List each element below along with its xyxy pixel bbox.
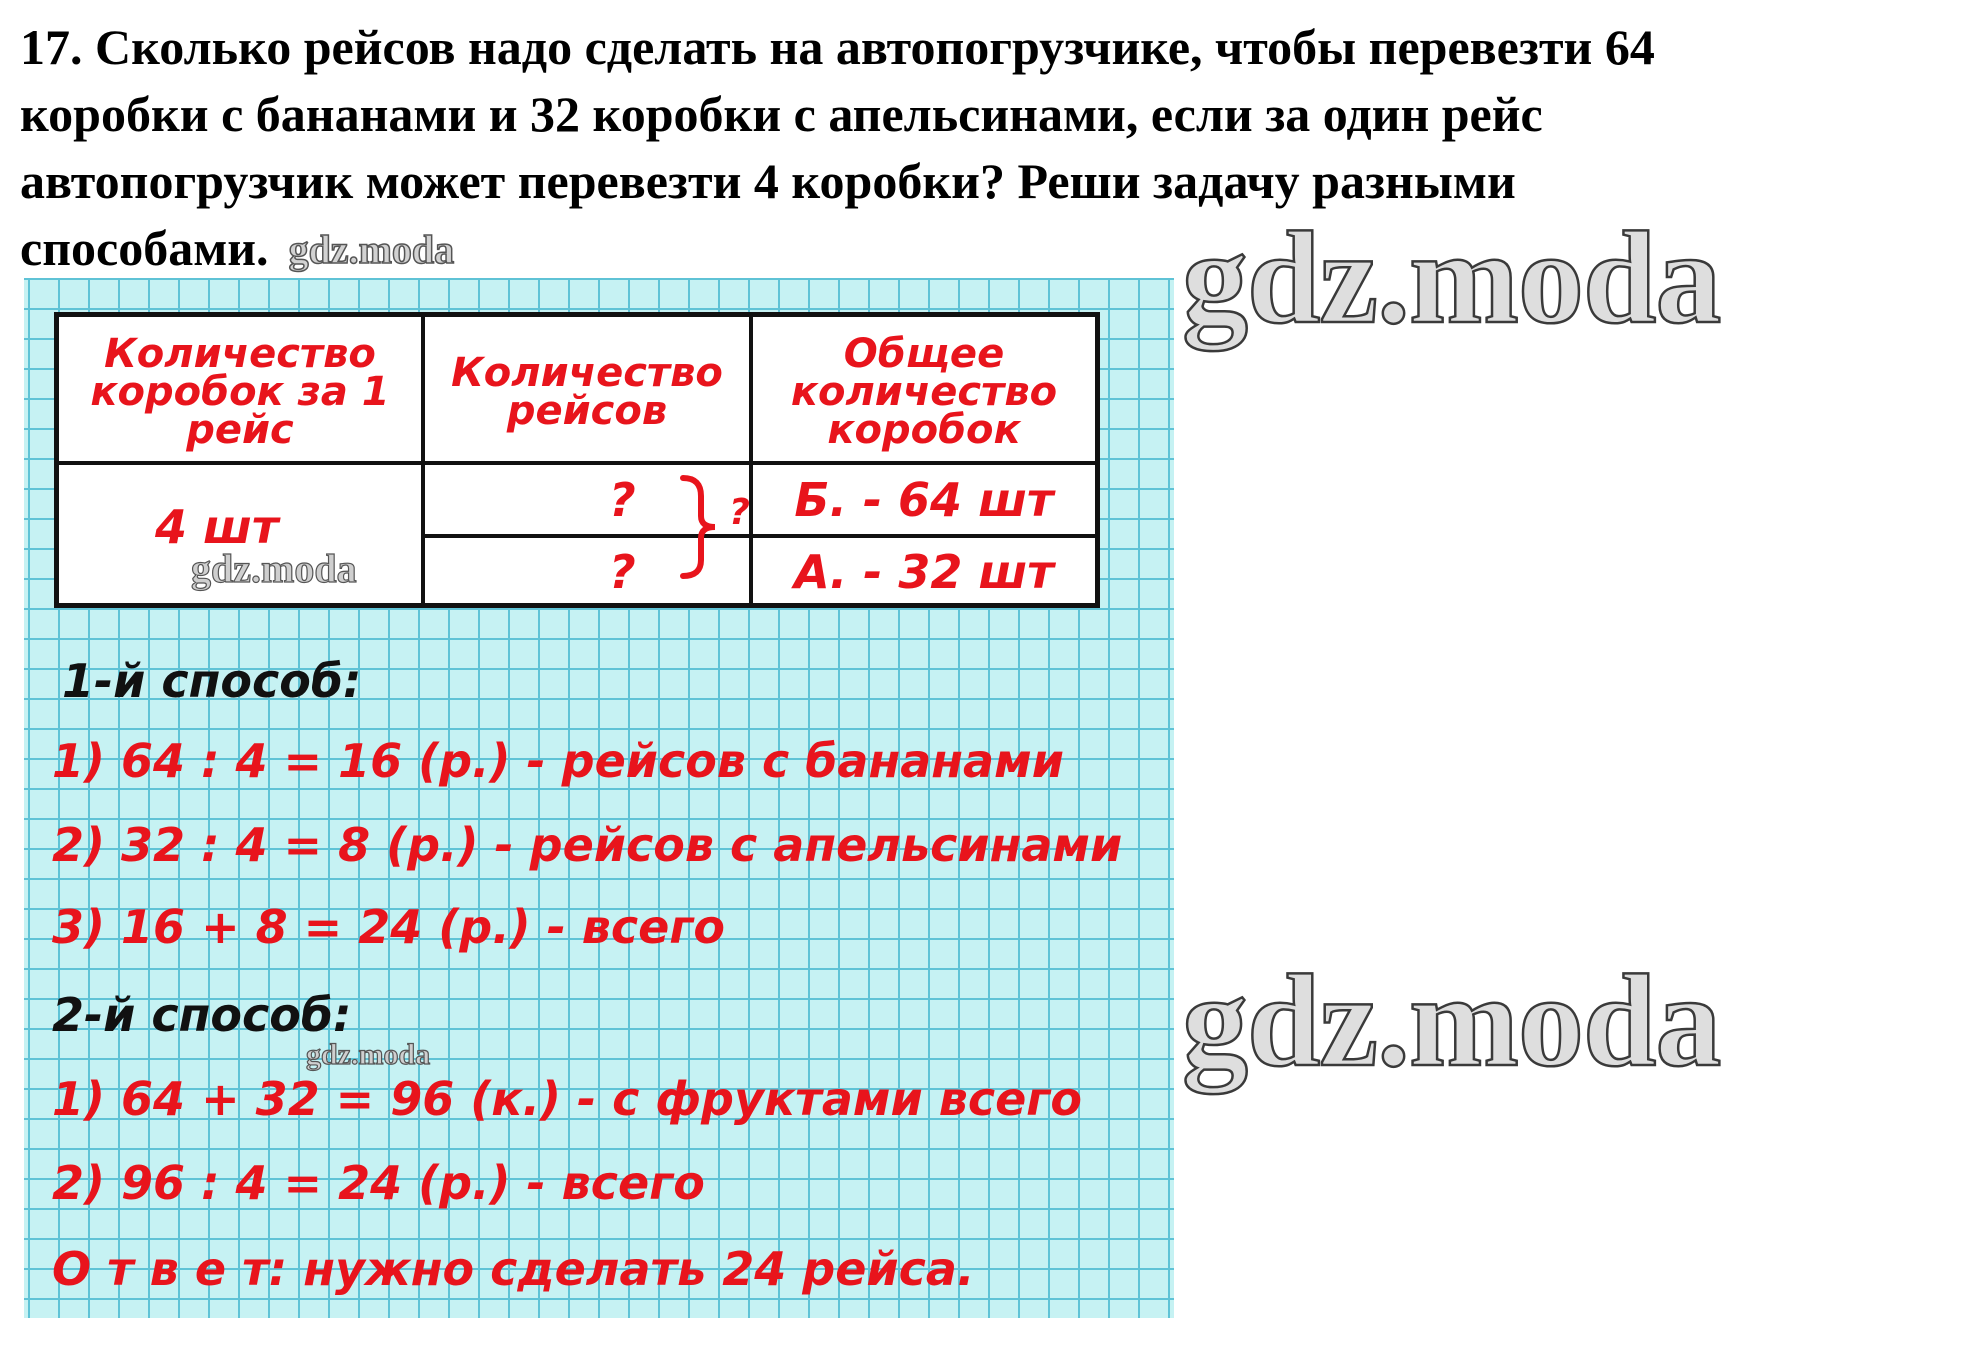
cell-total-oranges: А. - 32 шт — [794, 545, 1054, 599]
method1-title: 1-й способ: — [62, 654, 362, 708]
method1-step-1: 1) 64 : 4 = 16 (р.) - рейсов с бананами — [52, 734, 1064, 788]
method1-step-2: 2) 32 : 4 = 8 (р.) - рейсов с апельсинами — [52, 818, 1123, 872]
curly-brace-icon — [675, 472, 727, 582]
cell-per-trip: 4 шт — [155, 500, 279, 554]
brace-question: ? — [729, 492, 750, 533]
method1-step-3: 3) 16 + 8 = 24 (р.) - всего — [52, 900, 726, 954]
problem-line-3: автопогрузчик может перевезти 4 коробки? Реши задачу разными — [20, 153, 1516, 209]
task-table — [54, 312, 1100, 608]
problem-line-2: коробки с бананами и 32 коробки с апельсинами, если за один рейс — [20, 86, 1543, 142]
method2-step-2: 2) 96 : 4 = 24 (р.) - всего — [52, 1156, 705, 1210]
header-total: Общее количество коробок — [790, 331, 1058, 453]
watermark-table: gdz.moda — [191, 546, 357, 591]
watermark-mid: gdz.moda — [306, 1038, 431, 1071]
method2-title: 2-й способ: — [52, 988, 352, 1042]
table-divider — [421, 534, 1095, 538]
cell-trips-oranges: ? — [609, 545, 636, 599]
cell-total-bananas: Б. - 64 шт — [794, 473, 1054, 527]
watermark-inline: gdz.moda — [288, 227, 455, 272]
cell-trips-bananas: ? — [609, 473, 636, 527]
watermark-large-top: gdz.moda — [1182, 204, 1721, 351]
watermark-large-bottom: gdz.moda — [1182, 947, 1721, 1094]
problem-line-1: 17. Сколько рейсов надо сделать на автопогрузчике, чтобы перевезти 64 — [20, 19, 1655, 75]
table-divider — [59, 461, 1095, 465]
header-per-trip: Количество коробок за 1 рейс — [90, 331, 390, 453]
answer: О т в е т: нужно сделать 24 рейса. — [52, 1242, 975, 1296]
method2-step-1: 1) 64 + 32 = 96 (к.) - с фруктами всего — [52, 1072, 1082, 1126]
header-trips: Количество рейсов — [451, 350, 723, 434]
problem-line-4-text: способами. — [20, 220, 269, 276]
